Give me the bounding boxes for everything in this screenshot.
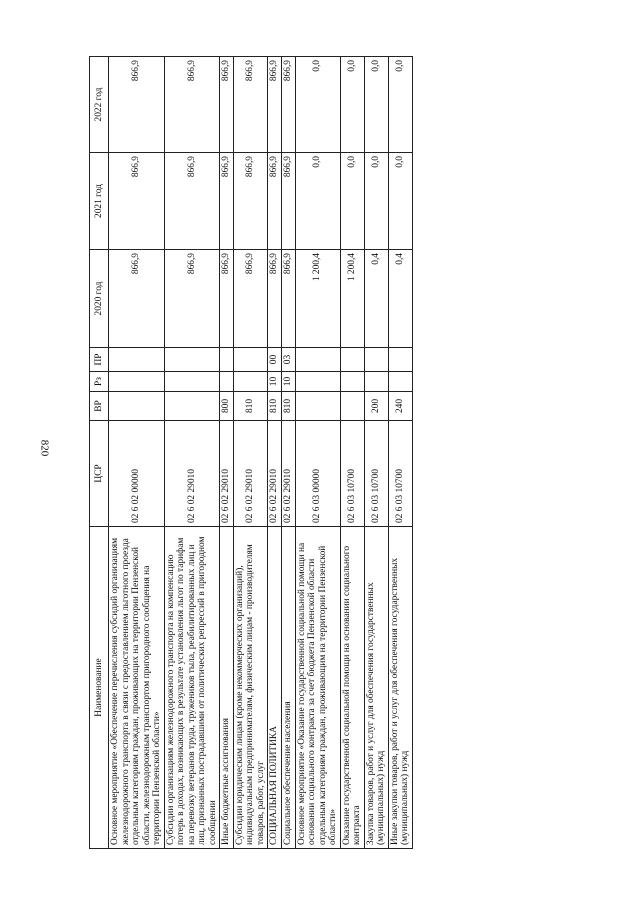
row-2021: 866,9 (268, 153, 282, 250)
row-name: Закупка товаров, работ и услуг для обеспечения государственных (муниципальных) нужд (364, 527, 388, 849)
row-2022: 866,9 (268, 57, 282, 153)
row-csr: 02 6 02 29010 (233, 421, 268, 527)
row-2022: 866,9 (220, 57, 234, 153)
row-2022: 0,0 (340, 57, 364, 153)
row-2021: 0,0 (340, 153, 364, 250)
table-header-row (90, 57, 109, 849)
row-2022: 0,0 (295, 57, 340, 153)
header-2022: 2022 год (90, 57, 109, 153)
row-2021: 866,9 (281, 153, 295, 250)
row-2020: 866,9 (281, 250, 295, 348)
header-csr: ЦСР (90, 421, 109, 527)
row-pr: 00 (268, 348, 282, 372)
table-row (220, 57, 234, 849)
row-pr (164, 348, 220, 372)
row-csr: 02 6 02 29010 (220, 421, 234, 527)
table-row (388, 57, 412, 849)
row-name: Субсидии юридическим лицам (кроме некоммерческих организаций), индивидуальным предпринимателям, физическим лицам - производителям товаров, работ, услуг (233, 527, 268, 849)
row-rz (233, 372, 268, 392)
header-rz: Рз (90, 372, 109, 392)
row-vr: 200 (364, 392, 388, 421)
row-csr: 02 6 03 10700 (364, 421, 388, 527)
row-2021: 0,0 (295, 153, 340, 250)
row-2022: 0,0 (364, 57, 388, 153)
row-vr (109, 392, 165, 421)
row-name: Оказание государственной социальной помощи на основании социального контракта (340, 527, 364, 849)
row-2021: 0,0 (388, 153, 412, 250)
row-rz (220, 372, 234, 392)
row-2022: 866,9 (109, 57, 165, 153)
table-row (233, 57, 268, 849)
row-name: Основное мероприятие «Обеспечение перечисления субсидий организациям железнодорожного транспорта в связи с предоставлением льготного проезда отдельным категориям граждан, проживающих на территории Пензенской области, железнодорожным транспортом пригородного сообщения на территории Пензенской области» (109, 527, 165, 849)
row-pr (220, 348, 234, 372)
row-rz (340, 372, 364, 392)
row-name: Иные закупки товаров, работ и услуг для обеспечения государственных (муниципальных) нужд (388, 527, 412, 849)
row-rz (295, 372, 340, 392)
row-pr (364, 348, 388, 372)
row-pr (340, 348, 364, 372)
row-2020: 0,4 (388, 250, 412, 348)
row-2020: 866,9 (109, 250, 165, 348)
page-number: 820 (38, 439, 51, 457)
row-2020: 0,4 (364, 250, 388, 348)
row-vr: 240 (388, 392, 412, 421)
row-rz (109, 372, 165, 392)
row-2022: 866,9 (233, 57, 268, 153)
row-vr: 810 (268, 392, 282, 421)
row-rz: 10 (268, 372, 282, 392)
row-vr: 800 (220, 392, 234, 421)
row-2020: 866,9 (220, 250, 234, 348)
row-rz (388, 372, 412, 392)
row-2022: 866,9 (281, 57, 295, 153)
header-2021: 2021 год (90, 153, 109, 250)
row-2021: 866,9 (164, 153, 220, 250)
header-pr: ПР (90, 348, 109, 372)
header-name: Наименование (90, 527, 109, 849)
header-vr: ВР (90, 392, 109, 421)
table-row (268, 57, 282, 849)
row-2021: 866,9 (233, 153, 268, 250)
row-2020: 1 200,4 (295, 250, 340, 348)
row-name: Иные бюджетные ассигнования (220, 527, 234, 849)
row-pr: 03 (281, 348, 295, 372)
row-2022: 0,0 (388, 57, 412, 153)
row-pr (388, 348, 412, 372)
row-pr (109, 348, 165, 372)
row-vr: 810 (281, 392, 295, 421)
row-2021: 0,0 (364, 153, 388, 250)
row-pr (295, 348, 340, 372)
table-row (295, 57, 340, 849)
row-vr (295, 392, 340, 421)
row-2020: 1 200,4 (340, 250, 364, 348)
row-rz (164, 372, 220, 392)
row-name: СОЦИАЛЬНАЯ ПОЛИТИКА (268, 527, 282, 849)
row-2022: 866,9 (164, 57, 220, 153)
row-name: Социальное обеспечение населения (281, 527, 295, 849)
header-2020: 2020 год (90, 250, 109, 348)
table-row (164, 57, 220, 849)
row-2020: 866,9 (164, 250, 220, 348)
row-rz: 10 (281, 372, 295, 392)
row-csr: 02 6 02 29010 (164, 421, 220, 527)
row-vr: 810 (233, 392, 268, 421)
row-2021: 866,9 (109, 153, 165, 250)
row-2021: 866,9 (220, 153, 234, 250)
rotated-page (89, 57, 557, 849)
table-row (364, 57, 388, 849)
budget-table (89, 56, 413, 849)
row-csr: 02 6 03 10700 (388, 421, 412, 527)
row-name: Основное мероприятие «Оказание государственной социальной помощи на основании социального контракта за счет бюджета Пензенской области отдельным категориям граждан, проживающим на территории Пензенской области» (295, 527, 340, 849)
table-row (281, 57, 295, 849)
row-csr: 02 6 02 29010 (281, 421, 295, 527)
table-row (340, 57, 364, 849)
table-row (109, 57, 165, 849)
row-2020: 866,9 (268, 250, 282, 348)
row-pr (233, 348, 268, 372)
row-csr: 02 6 03 00000 (295, 421, 340, 527)
row-2020: 866,9 (233, 250, 268, 348)
row-vr (340, 392, 364, 421)
row-csr: 02 6 03 10700 (340, 421, 364, 527)
row-name: Субсидии организациям железнодорожного транспорта на компенсацию потерь в доходах, возникающих в результате установления льгот по тарифам на перевозку ветеранов труда, тружеников тыла, реабилитированных лиц и лиц, признанных пострадавшими от политических репрессий в пригородном сообщении (164, 527, 220, 849)
row-vr (164, 392, 220, 421)
row-csr: 02 6 02 00000 (109, 421, 165, 527)
row-csr: 02 6 02 29010 (268, 421, 282, 527)
row-rz (364, 372, 388, 392)
